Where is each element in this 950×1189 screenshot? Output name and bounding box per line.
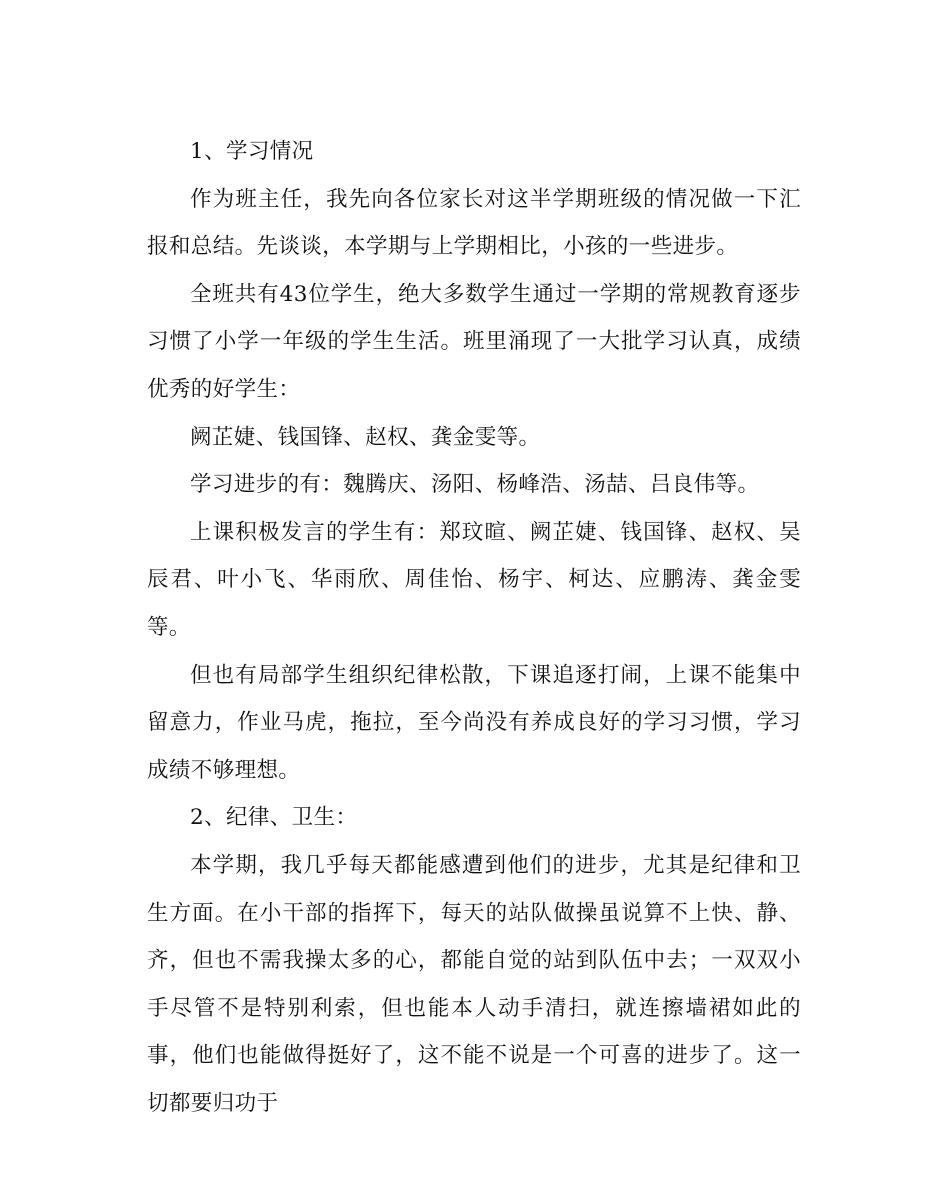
paragraph: 阙芷婕、钱国锋、赵权、龚金雯等。 <box>190 424 541 450</box>
heading-learning-situation: 1、学习情况 <box>190 139 314 164</box>
heading-discipline-hygiene: 2、纪律、卫生： <box>190 805 358 831</box>
paragraph: 学习进步的有：魏腾庆、汤阳、杨峰浩、汤喆、吕良伟等。 <box>190 472 760 498</box>
document-body <box>147 128 801 1127</box>
paragraph: 上课积极发言的学生有：郑玟暄、阙芷婕、钱国锋、赵权、吴辰君、叶小飞、华雨欣、周佳怡、杨宇、柯达、应鹏涛、龚金雯等。 <box>147 519 801 640</box>
paragraph: 本学期，我几乎每天都能感遭到他们的进步，尤其是纪律和卫生方面。在小干部的指挥下，每天的站队做操虽说算不上快、静、齐，但也不需我操太多的心，都能自觉的站到队伍中去；一双双小手尽管不是特别利索，但也能本人动手清扫，就连擦墙裙如此的事，他们也能做得挺好了，这不能不说是一个可喜的进步了。这一切都要归功于 <box>147 852 801 1116</box>
paragraph: 作为班主任，我先向各位家长对这半学期班级的情况做一下汇报和总结。先谈谈，本学期与上学期相比，小孩的一些进步。 <box>147 186 801 260</box>
paragraph: 但也有局部学生组织纪律松散，下课追逐打闹，上课不能集中留意力，作业马虎，拖拉，至今尚没有养成良好的学习习惯，学习成绩不够理想。 <box>147 662 801 783</box>
paragraph: 全班共有43位学生，绝大多数学生通过一学期的常规教育逐步习惯了小学一年级的学生生活。班里涌现了一大批学习认真，成绩优秀的好学生： <box>147 281 801 402</box>
